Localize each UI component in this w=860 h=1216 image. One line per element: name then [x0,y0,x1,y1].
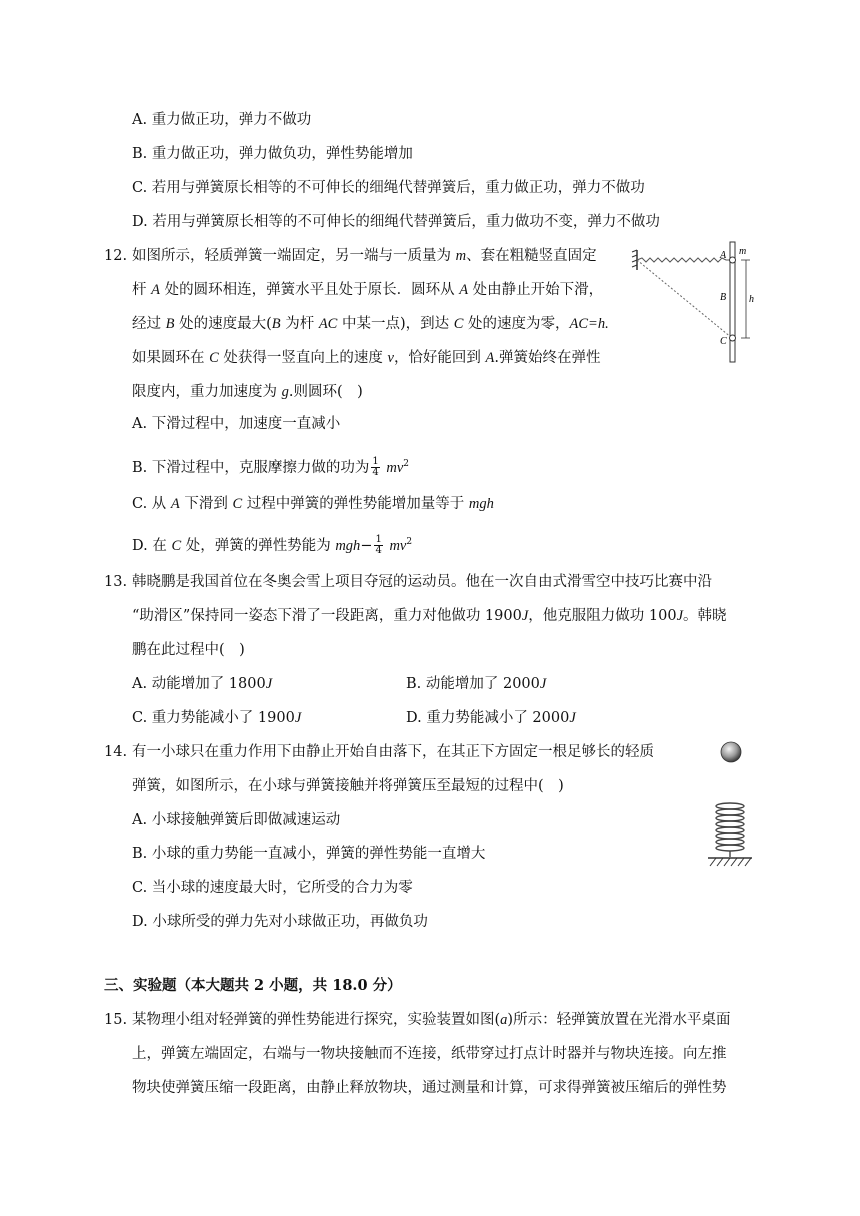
q13-option-b: B. 动能增加了 2000J [406,676,547,692]
q14-option-a: A. 小球接触弹簧后即做减速运动 [132,812,341,828]
q12-stem-line-1: 如图所示，轻质弹簧一端固定，另一端与一质量为 m、套在粗糙竖直固定 [132,248,597,264]
q13-number: 13. [104,574,128,590]
q13-stem-line-3: 鹏在此过程中( ) [132,642,245,658]
label-c: C [720,336,727,347]
q13-stem-line-1: 韩晓鹏是我国首位在冬奥会雪上项目夺冠的运动员。他在一次自由式滑雪空中技巧比赛中沿 [132,574,712,590]
q11-option-d: D. 若用与弹簧原长相等的不可伸长的细绳代替弹簧后，重力做功不变，弹力不做功 [132,214,660,230]
q13-stem-line-2: “助滑区”保持同一姿态下滑了一段距离，重力对他做功 1900J，他克服阻力做功 100J。韩晓 [132,608,727,624]
ball-icon [721,742,741,762]
q15-stem-line-2: 上，弹簧左端固定，右端与一物块接触而不连接，纸带穿过打点计时器并与物块连接。向左推 [132,1046,727,1062]
q14-number: 14. [104,744,128,760]
label-h: h [749,294,754,305]
label-b: B [720,292,727,303]
q14-stem-line-1: 有一小球只在重力作用下由静止开始自由落下，在其正下方固定一根足够长的轻质 [132,744,654,760]
q12-number: 12. [104,248,128,264]
q11-option-a: A. 重力做正功，弹力不做功 [132,112,312,128]
q12-stem-line-3: 经过 B 处的速度最大(B 为杆 AC 中某一点)，到达 C 处的速度为零，AC=h. [132,316,609,332]
q13-option-d: D. 重力势能减小了 2000J [406,710,576,726]
q12-stem-line-5: 限度内，重力加速度为 g.则圆环( ) [132,384,363,400]
q15-stem-line-3: 物块使弹簧压缩一段距离，由静止释放物块，通过测量和计算，可求得弹簧被压缩后的弹性势 [132,1080,727,1096]
section-3-heading: 三、实验题（本大题共 2 小题，共 18.0 分） [104,977,402,994]
q14-stem-line-2: 弹簧，如图所示，在小球与弹簧接触并将弹簧压至最短的过程中( ) [132,778,564,794]
fraction: $\frac{1}{4}$ [372,456,379,479]
q15-stem-line-1: 某物理小组对轻弹簧的弹性势能进行探究，实验装置如图(a)所示：轻弹簧放置在光滑水平桌面 [132,1012,731,1028]
q12-option-b: B. 下滑过程中，克服摩擦力做的功为 $\frac{1}{4}$ $mv^2$ [132,456,410,479]
label-a: A [720,250,727,261]
q14-option-c: C. 当小球的速度最大时，它所受的合力为零 [132,880,413,896]
q12-option-c: C. 从 A 下滑到 C 过程中弹簧的弹性势能增加量等于 mgh [132,496,494,512]
q11-option-b: B. 重力做正功，弹力做负功，弹性势能增加 [132,146,413,162]
q14-option-b: B. 小球的重力势能一直减小，弹簧的弹性势能一直增大 [132,846,486,862]
fraction: $\frac{1}{4}$ [375,534,382,557]
q13-option-c: C. 重力势能减小了 1900J [132,710,302,726]
q15-number: 15. [104,1012,128,1028]
q12-stem-line-4: 如果圆环在 C 处获得一竖直向上的速度 v，恰好能回到 A.弹簧始终在弹性 [132,350,601,366]
q12-option-d: D. 在 C 处，弹簧的弹性势能为 mgh− $\frac{1}{4}$ $mv^2$ [132,534,413,557]
q11-option-c: C. 若用与弹簧原长相等的不可伸长的细绳代替弹簧后，重力做正功，弹力不做功 [132,180,645,196]
q14-option-d: D. 小球所受的弹力先对小球做正功，再做负功 [132,914,428,930]
q13-option-a: A. 动能增加了 1800J [132,676,273,692]
label-m: m [739,246,747,257]
q14-ball-spring-figure [698,736,758,872]
q12-option-a: A. 下滑过程中，加速度一直减小 [132,416,341,432]
q12-stem-line-2: 杆 A 处的圆环相连，弹簧水平且处于原长．圆环从 A 处由静止开始下滑， [132,282,604,298]
q12-spring-rod-figure [628,238,758,368]
